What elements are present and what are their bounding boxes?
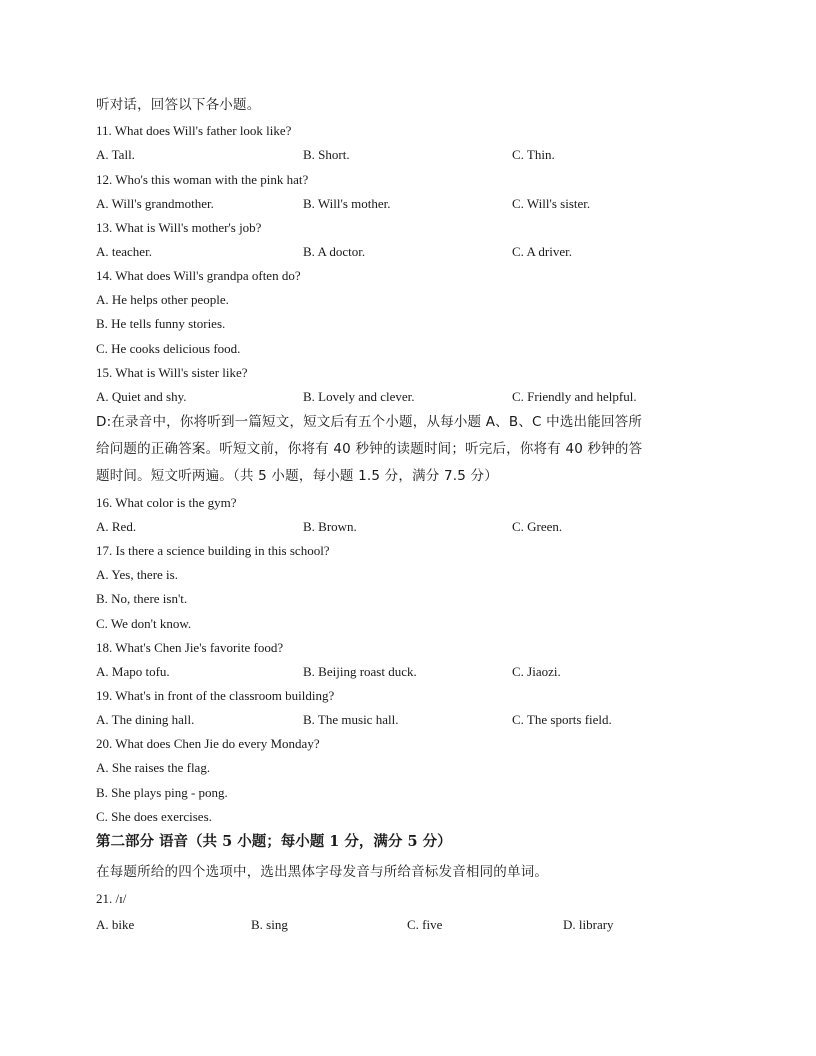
question-19: 19. What's in front of the classroom building? xyxy=(96,688,335,703)
question-16: 16. What color is the gym? xyxy=(96,495,237,510)
option-a: A. He helps other people. xyxy=(96,292,229,307)
part-2-instruction: 在每题所给的四个选项中，选出黑体字母发音与所给音标发音相同的单词。 xyxy=(96,864,549,880)
option-b: B. He tells funny stories. xyxy=(96,316,226,331)
section-d-instruction-line-2: 给问题的正确答案。听短文前，你将有 40 秒钟的读题时间；听完后，你将有 40 秒钟的答 xyxy=(96,441,643,457)
option-a: A. The dining hall. xyxy=(96,712,195,727)
options-row-11 xyxy=(0,146,816,164)
option-c: C. She does exercises. xyxy=(96,809,212,824)
option-c: C. Friendly and helpful. xyxy=(512,389,637,404)
question-14: 14. What does Will's grandpa often do? xyxy=(96,268,301,283)
question-17: 17. Is there a science building in this school? xyxy=(96,543,330,558)
option-c: C. Thin. xyxy=(512,147,555,162)
options-row-18 xyxy=(0,663,816,681)
option-a: A. Will's grandmother. xyxy=(96,196,214,211)
option-d: D. library xyxy=(563,917,614,932)
option-b: B. Lovely and clever. xyxy=(303,389,415,404)
question-20: 20. What does Chen Jie do every Monday? xyxy=(96,736,320,751)
option-a: A. Quiet and shy. xyxy=(96,389,187,404)
option-a: A. Mapo tofu. xyxy=(96,664,170,679)
option-a: A. She raises the flag. xyxy=(96,760,211,775)
option-b: B. Short. xyxy=(303,147,350,162)
question-18: 18. What's Chen Jie's favorite food? xyxy=(96,640,284,655)
options-row-15 xyxy=(0,388,816,406)
option-b: B. sing xyxy=(251,917,288,932)
question-21: 21. /ɪ/ xyxy=(96,891,127,906)
option-c: C. A driver. xyxy=(512,244,572,259)
options-row-19 xyxy=(0,711,816,729)
section-d-instruction-line-3: 题时间。短文听两遍。（共 5 小题，每小题 1.5 分，满分 7.5 分） xyxy=(96,468,498,484)
option-a: A. Yes, there is. xyxy=(96,567,178,582)
section-d-instruction-line-1: D:在录音中，你将听到一篇短文，短文后有五个小题，从每小题 A、B、C 中选出能回答所 xyxy=(96,414,643,430)
option-b: B. Beijing roast duck. xyxy=(303,664,417,679)
part-2-heading: 第二部分 语音（共 5 小题；每小题 1 分，满分 5 分） xyxy=(96,833,452,850)
option-c: C. Jiaozi. xyxy=(512,664,561,679)
option-b: B. She plays ping - pong. xyxy=(96,785,228,800)
option-b: B. A doctor. xyxy=(303,244,366,259)
option-b: B. Brown. xyxy=(303,519,357,534)
option-b: B. No, there isn't. xyxy=(96,591,188,606)
options-row-13 xyxy=(0,243,816,261)
option-a: A. Tall. xyxy=(96,147,135,162)
option-c: C. We don't know. xyxy=(96,616,192,631)
option-b: B. The music hall. xyxy=(303,712,399,727)
question-11: 11. What does Will's father look like? xyxy=(96,123,292,138)
options-row-21 xyxy=(0,916,816,934)
options-row-12 xyxy=(0,195,816,213)
options-row-16 xyxy=(0,518,816,536)
question-13: 13. What is Will's mother's job? xyxy=(96,220,262,235)
option-a: A. bike xyxy=(96,917,135,932)
option-b: B. Will's mother. xyxy=(303,196,391,211)
option-c: C. He cooks delicious food. xyxy=(96,341,241,356)
question-15: 15. What is Will's sister like? xyxy=(96,365,248,380)
instruction-text: 听对话，回答以下各小题。 xyxy=(96,97,261,113)
question-12: 12. Who's this woman with the pink hat? xyxy=(96,172,309,187)
option-c: C. five xyxy=(407,917,443,932)
option-c: C. The sports field. xyxy=(512,712,612,727)
option-a: A. teacher. xyxy=(96,244,152,259)
option-c: C. Will's sister. xyxy=(512,196,591,211)
option-c: C. Green. xyxy=(512,519,563,534)
option-a: A. Red. xyxy=(96,519,137,534)
